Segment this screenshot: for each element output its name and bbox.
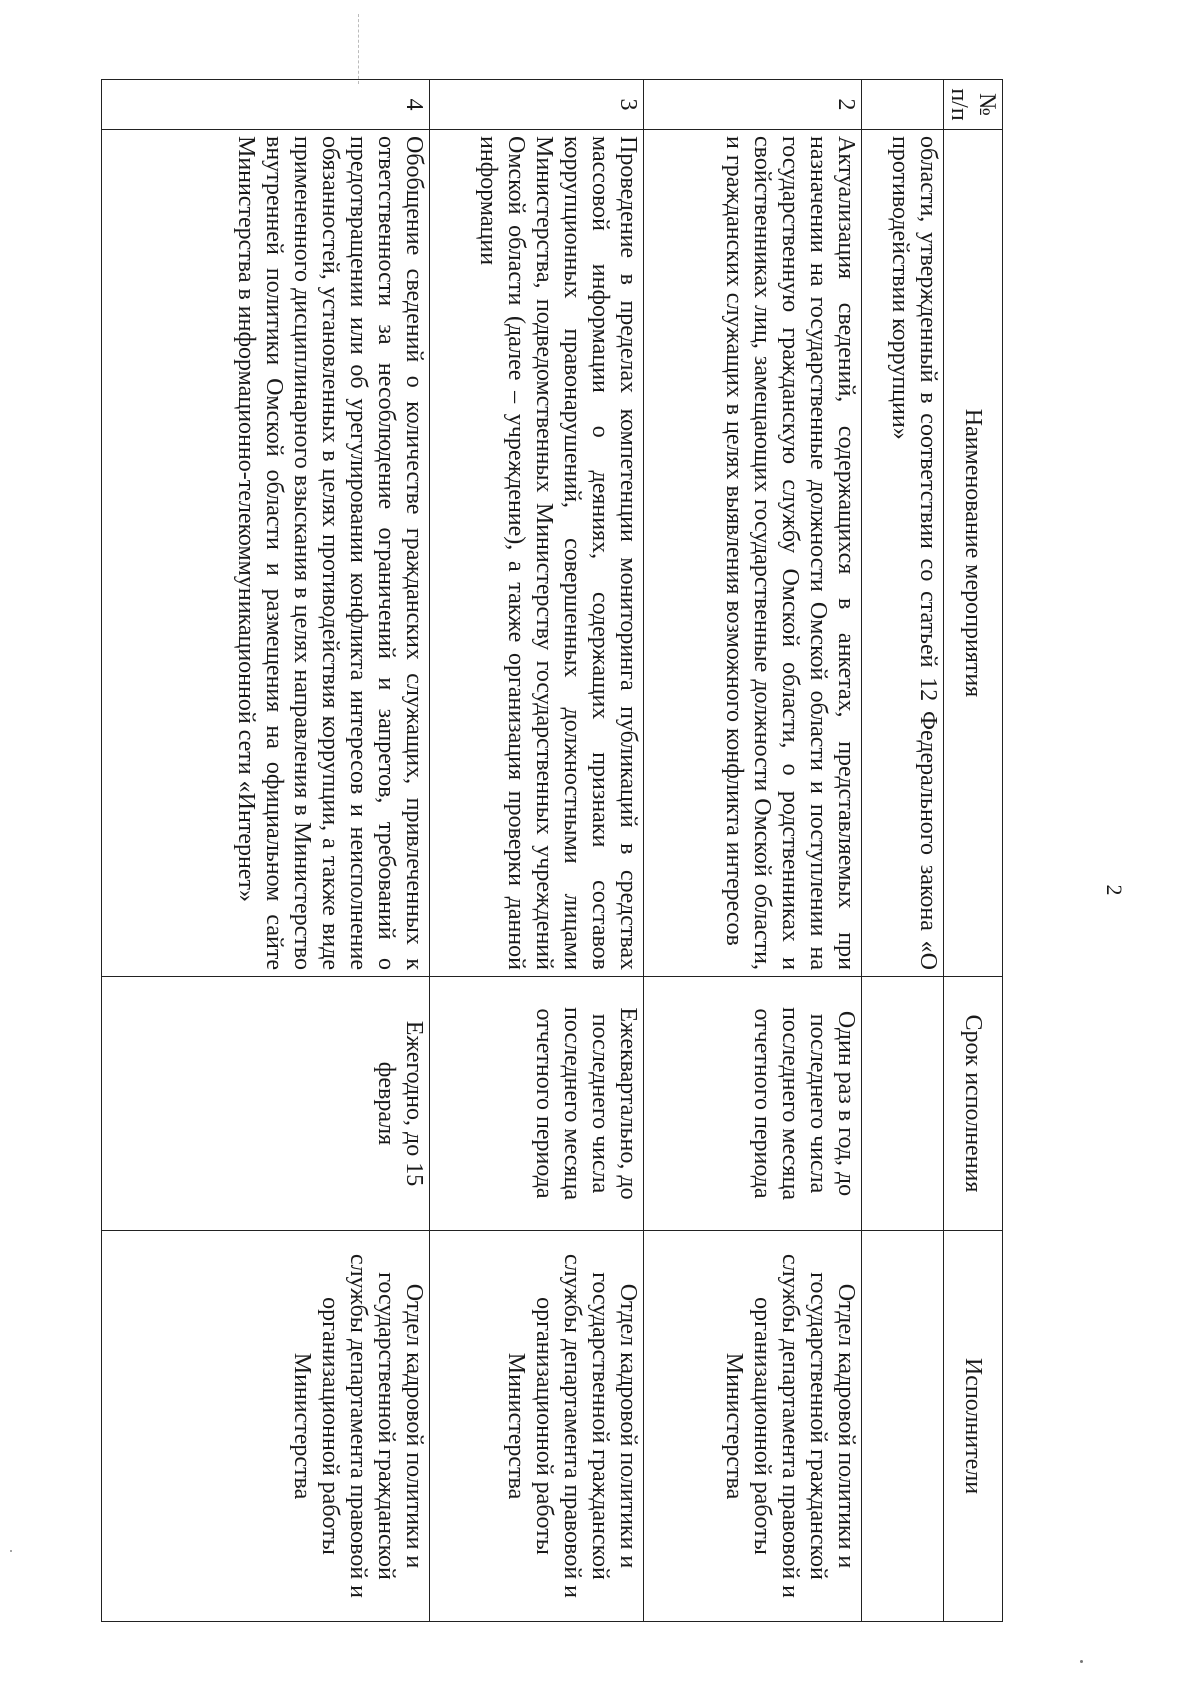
- rotated-table-container: [107, 79, 1003, 1621]
- scan-speck: [1080, 1660, 1083, 1663]
- header-term: Срок исполнения: [944, 977, 1003, 1231]
- scan-artifact-line: [358, 14, 360, 84]
- cell-name: Проведение в пределах компетенции мониторинга публикаций в средствах массовой информации о деяниях, содержащих признаки составов коррупционных правонарушений, совершенных должностными лицами Министерства, подведомственных Министерству государственных учреждений Омской области (далее – учреждение), а также организация проверки данной информации: [430, 130, 644, 977]
- cell-num: 3: [430, 80, 644, 130]
- cell-num: 2: [644, 80, 862, 130]
- table-row: [430, 80, 644, 1622]
- cell-term: Один раз в год, до последнего числа последнего месяца отчетного периода: [644, 977, 862, 1231]
- table-row-continuation: [862, 80, 944, 1622]
- cell-num: [862, 80, 944, 130]
- table-row: [644, 80, 862, 1622]
- cell-term: [862, 977, 944, 1231]
- cell-term: Ежеквартально, до последнего числа последнего месяца отчетного периода: [430, 977, 644, 1231]
- table-header-row: [944, 80, 1003, 1622]
- page-number: 2: [1102, 884, 1127, 896]
- header-executors: Исполнители: [944, 1231, 1003, 1622]
- scan-speck: [10, 1550, 12, 1552]
- cell-term: Ежегодно, до 15 февраля: [102, 977, 430, 1231]
- cell-executors: [862, 1231, 944, 1622]
- cell-name: Актуализация сведений, содержащихся в анкетах, представляемых при назначении на государственные должности Омской области и поступлении на государственную гражданскую службу Омской области, о родственниках и свойственниках лиц, замещающих государственные должности Омской области, и гражданских служащих в целях выявления возможного конфликта интересов: [644, 130, 862, 977]
- cell-name: области, утвержденный в соответствии со статьей 12 Федерального закона «О противодействии коррупции»: [862, 130, 944, 977]
- header-name: Наименование мероприятия: [944, 130, 1003, 977]
- measures-table: [101, 79, 1003, 1622]
- cell-executors: Отдел кадровой политики и государственной гражданской службы департамента правовой и организационной работы Министерства: [102, 1231, 430, 1622]
- cell-name: Обобщение сведений о количестве гражданских служащих, привлеченных к ответственности за несоблюдение ограничений и запретов, требований о предотвращении или об урегулировании конфликта интересов и неисполнение обязанностей, установленных в целях противодействия коррупции, а также виде примененного дисциплинарного взыскания в целях направления в Министерство внутренней политики Омской области и размещения на официальном сайте Министерства в информационно-телекоммуникационной сети «Интернет»: [102, 130, 430, 977]
- table-row: [102, 80, 430, 1622]
- cell-executors: Отдел кадровой политики и государственной гражданской службы департамента правовой и организационной работы Министерства: [644, 1231, 862, 1622]
- cell-executors: Отдел кадровой политики и государственной гражданской службы департамента правовой и организационной работы Министерства: [430, 1231, 644, 1622]
- header-num: № п/п: [944, 80, 1003, 130]
- document-table-frame: [107, 79, 1003, 1621]
- cell-num: 4: [102, 80, 430, 130]
